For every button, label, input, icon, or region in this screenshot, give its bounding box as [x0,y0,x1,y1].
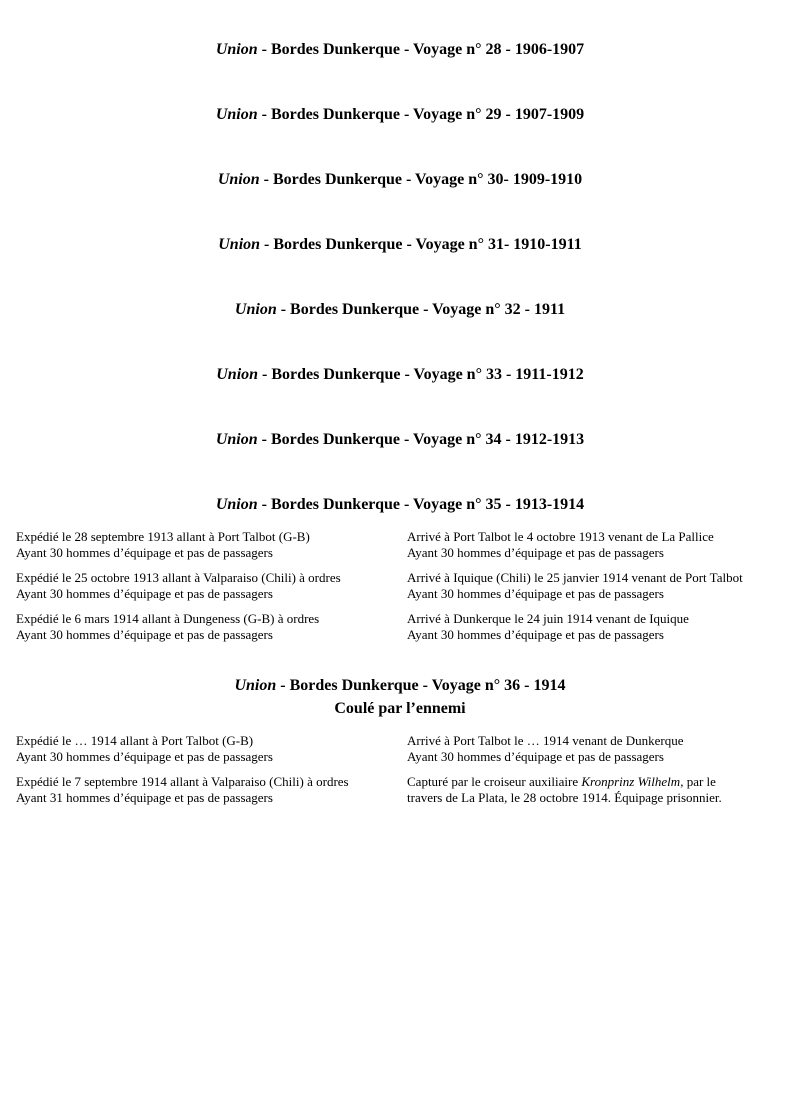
voyage-title: - Bordes Dunkerque - Voyage n° 35 - 1913-1914 [257,496,585,513]
ship-name: Union [216,366,259,383]
departure-line: Expédié le 28 septembre 1913 allant à Port Talbot (G-B) [16,529,310,544]
cruiser-name: Kronprinz Wilhelm [581,774,681,789]
departure-entry [16,774,391,806]
capture-text: Capturé par le croiseur auxiliaire [407,774,582,789]
voyage-heading-32 [0,300,800,320]
departure-line: Expédié le 25 octobre 1913 allant à Valparaiso (Chili) à ordres [16,570,341,585]
voyage-title: - Bordes Dunkerque - Voyage n° 29 - 1907-1909 [257,106,585,123]
ship-name: Union [217,171,260,188]
voyage-heading-30 [0,170,800,190]
ship-name: Union [215,496,258,513]
ship-name: Union [215,431,258,448]
ship-name: Union [215,106,258,123]
voyage-title: - Bordes Dunkerque - Voyage n° 34 - 1912-1913 [257,431,585,448]
departure-entry [16,611,391,643]
crew-line: Ayant 30 hommes d’équipage et pas de passagers [407,545,664,560]
departure-line: Expédié le 6 mars 1914 allant à Dungeness (G-B) à ordres [16,611,320,626]
voyage-title: - Bordes Dunkerque - Voyage n° 32 - 1911 [276,301,566,318]
departure-line: Expédié le … 1914 allant à Port Talbot (G-B) [16,733,254,748]
voyage-title: - Bordes Dunkerque - Voyage n° 31- 1910-1911 [260,236,582,253]
capture-detail-line: travers de La Plata, le 28 octobre 1914. Équipage prisonnier. [407,790,722,805]
arrival-entry [407,733,787,765]
capture-entry [407,774,787,806]
arrival-entry [407,611,787,643]
departure-entry [16,570,391,602]
voyage-subtitle: Coulé par l’ennemi [334,700,466,717]
crew-line: Ayant 30 hommes d’équipage et pas de passagers [16,586,273,601]
ship-name: Union [234,677,277,694]
voyage-title: - Bordes Dunkerque - Voyage n° 28 - 1906-1907 [257,41,585,58]
departure-line: Expédié le 7 septembre 1914 allant à Valparaiso (Chili) à ordres [16,774,349,789]
voyage-heading-31 [0,235,800,255]
arrival-line: Arrivé à Port Talbot le 4 octobre 1913 venant de La Pallice [407,529,714,544]
crew-line: Ayant 30 hommes d’équipage et pas de passagers [16,627,273,642]
ship-name: Union [215,41,258,58]
arrival-line: Arrivé à Port Talbot le … 1914 venant de Dunkerque [407,733,684,748]
voyage-heading-29 [0,105,800,125]
crew-line: Ayant 30 hommes d’équipage et pas de passagers [407,627,664,642]
voyage-heading-34 [0,430,800,450]
crew-line: Ayant 30 hommes d’équipage et pas de passagers [407,749,664,764]
voyage-title: - Bordes Dunkerque - Voyage n° 30- 1909-1910 [259,171,583,188]
voyage-heading-36 [0,676,800,696]
voyage-heading-35 [0,495,800,515]
voyage-title: - Bordes Dunkerque - Voyage n° 36 - 1914 [276,677,566,694]
arrival-line: Arrivé à Iquique (Chili) le 25 janvier 1914 venant de Port Talbot [407,570,743,585]
voyage-heading-33 [0,365,800,385]
departure-entry [16,733,391,765]
ship-name: Union [218,236,261,253]
capture-text: , par le [680,774,716,789]
arrival-entry [407,570,787,602]
crew-line: Ayant 30 hommes d’équipage et pas de passagers [16,545,273,560]
arrival-line: Arrivé à Dunkerque le 24 juin 1914 venant de Iquique [407,611,689,626]
voyage-heading-28 [0,40,800,60]
voyage-title: - Bordes Dunkerque - Voyage n° 33 - 1911-1912 [258,366,584,383]
ship-name: Union [234,301,277,318]
crew-line: Ayant 30 hommes d’équipage et pas de passagers [16,749,273,764]
crew-line: Ayant 31 hommes d’équipage et pas de passagers [16,790,273,805]
arrival-entry [407,529,787,561]
capture-line [407,774,787,790]
departure-entry [16,529,391,561]
crew-line: Ayant 30 hommes d’équipage et pas de passagers [407,586,664,601]
